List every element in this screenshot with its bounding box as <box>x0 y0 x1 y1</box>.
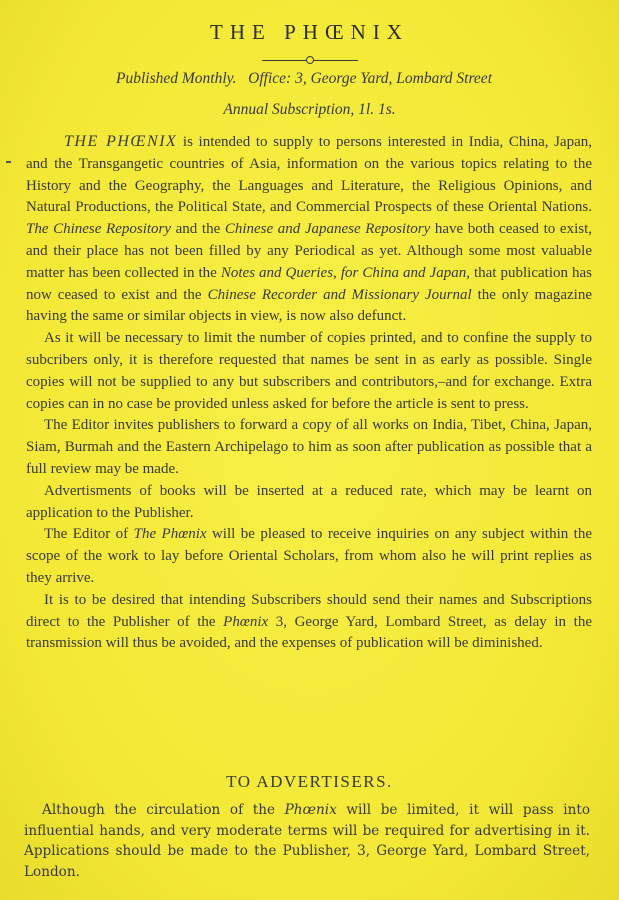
paragraph-advertisments: Advertisments of books will be inserted at a reduced rate, which may be learnt on application to the Publisher. <box>26 482 592 521</box>
text-run: The Editor of <box>44 526 134 543</box>
text-run: have both ceased to exist, and their place has not been filled by any Periodical as yet. Although some most valuable matter has been collected in the <box>26 221 592 281</box>
italic-title: Chinese and Japanese Repository <box>224 221 431 238</box>
masthead-title: THE PHŒNIX <box>210 20 409 44</box>
paragraph-intro <box>26 131 592 328</box>
margin-mark <box>6 161 11 163</box>
advertisers-paragraph <box>24 800 590 882</box>
italic-title: Phœnix <box>284 802 337 818</box>
italic-title: Notes and Queries, for China and Japan, <box>220 264 470 281</box>
text-run: will be pleased to receive inquiries on any subject within the scope of the work to lay before Oriental Scholars, from whom also he will print replies as they arrive. <box>26 526 593 586</box>
ornamental-rule-dot <box>306 56 314 64</box>
paragraph-subscribers <box>26 590 592 655</box>
text-run: and the <box>171 221 225 238</box>
intro-lead: THE PHŒNIX <box>64 133 178 150</box>
paragraph-publishers: The Editor invites publishers to forward a copy of all works on India, Tibet, China, Japan, Siam, Burmah and the Eastern Archipelago to him as soon after publication as possible that a full review may be made. <box>26 417 592 477</box>
advertisers-heading: TO ADVERTISERS. <box>226 772 393 791</box>
publication-info <box>0 70 608 88</box>
paragraph-copies: As it will be necessary to limit the number of copies printed, and to confine the supply to subcribers only, it is therefore requested that names be sent in as early as possible. Single copies will not be supplied to any but subscribers and contributors,–and for exchange. Extra copies can in no case be provided unless asked for before the article is sent to press. <box>26 330 592 412</box>
text-run: that publication has now ceased to exist and the <box>26 264 592 303</box>
italic-title: The Phœnix <box>133 526 207 543</box>
body-text <box>26 131 592 655</box>
advertisers-notice <box>24 800 590 882</box>
text-run: It is to be desired that intending Subscribers should send their names and Subscriptions direct to the Publisher of the <box>26 591 592 630</box>
italic-title: Phœnix <box>223 613 269 630</box>
annual-subscription: Annual Subscription, 1l. 1s. <box>223 101 396 118</box>
italic-title: The Chinese Repository <box>26 221 172 238</box>
italic-title: Chinese Recorder and Missionary Journal <box>207 286 472 303</box>
published-frequency: Published Monthly. <box>116 70 237 87</box>
paragraph-inquiries <box>26 524 592 589</box>
text-run: will be limited, it will pass into influential hands, and very moderate terms will be required for advertising in it. Applications should be made to the Publisher, 3, George Yard, Lombard Street, London. <box>24 802 591 880</box>
text-run: is intended to supply to persons interested in India, China, Japan, and the Transgangetic countries of Asia, information on the various topics relating to the History and the Geography, the Languages and Literature, the Religious Opinions, and Natural Productions, the Political State, and Commercial Prospects of these Oriental Nations. <box>26 134 592 216</box>
text-run: the only magazine having the same or similar objects in view, is now also defunct. <box>26 286 592 325</box>
text-run: 3, George Yard, Lombard Street, as delay in the transmission will thus be avoided, and the expenses of publication will be diminished. <box>26 613 592 652</box>
office-address: Office: 3, George Yard, Lombard Street <box>248 70 492 87</box>
text-run: Although the circulation of the <box>42 802 285 818</box>
